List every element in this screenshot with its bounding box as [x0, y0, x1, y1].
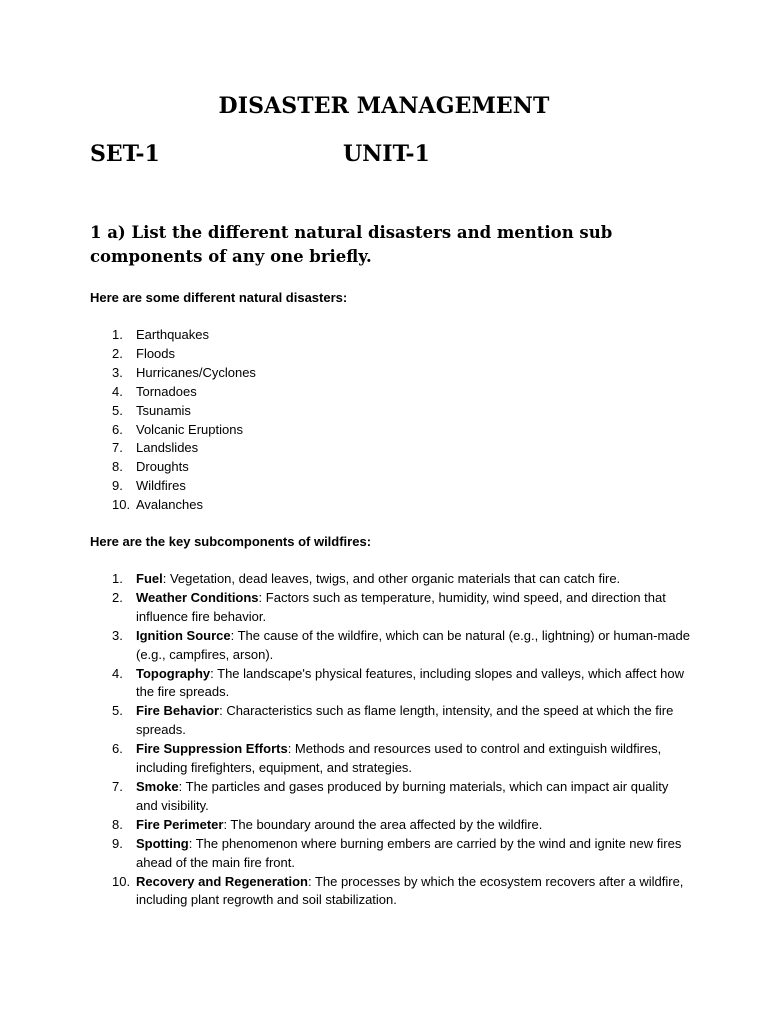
item-text: : The particles and gases produced by burning materials, which can impact air quality and visibility.: [136, 778, 669, 813]
item-number: 9.: [112, 478, 123, 494]
item-number: 3.: [112, 364, 123, 380]
list-item: [90, 873, 690, 911]
list-item: [90, 458, 390, 477]
item-text: Avalanches: [136, 497, 203, 513]
item-number: 7.: [112, 778, 123, 794]
disasters-heading: Here are some different natural disasters:: [90, 290, 348, 305]
item-number: 8.: [112, 816, 123, 832]
item-number: 9.: [112, 835, 123, 851]
list-item: [90, 778, 690, 816]
document-title: DISASTER MANAGEMENT: [218, 93, 550, 119]
item-term: Spotting: [136, 835, 189, 851]
list-item: [90, 383, 390, 402]
item-term: Recovery and Regeneration: [136, 873, 308, 889]
item-text: : The cause of the wildfire, which can be natural (e.g., lightning) or human-made (e.g., campfires, arson).: [136, 627, 690, 662]
item-number: 1.: [112, 571, 123, 586]
list-item: [90, 402, 390, 421]
list-item: [90, 589, 690, 627]
item-text: Landslides: [136, 440, 199, 456]
item-text: Floods: [136, 345, 176, 361]
list-item: [90, 835, 690, 873]
item-text: : Methods and resources used to control and extinguish wildfires, including firefighters, equipment, and strategies.: [136, 741, 662, 776]
item-text: Tornadoes: [136, 383, 197, 399]
item-text: : Characteristics such as flame length, intensity, and the speed at which the fire spreads.: [136, 703, 674, 738]
list-item: [90, 421, 390, 440]
item-text: : The phenomenon where burning embers are carried by the wind and ignite new fires ahead of the main fire front.: [136, 835, 682, 870]
item-number: 4.: [112, 383, 123, 399]
item-number: 8.: [112, 459, 123, 475]
list-item: [90, 439, 390, 458]
item-term: Topography: [136, 665, 211, 681]
list-item: [90, 345, 390, 364]
list-item: [90, 627, 690, 665]
item-number: 2.: [112, 345, 123, 361]
item-text: Volcanic Eruptions: [136, 421, 243, 437]
list-item: [90, 816, 690, 835]
item-number: 1.: [112, 327, 123, 342]
item-text: Droughts: [136, 459, 189, 475]
item-term: Fire Perimeter: [136, 816, 224, 832]
item-text: Hurricanes/Cyclones: [136, 364, 256, 380]
disaster-list: [90, 326, 390, 515]
list-item: [90, 570, 690, 589]
wildfires-heading: Here are the key subcomponents of wildfires:: [90, 534, 372, 549]
subcomponent-list: [90, 570, 690, 910]
list-item: [90, 665, 690, 703]
item-text: : Vegetation, dead leaves, twigs, and other organic materials that can catch fire.: [162, 571, 621, 586]
item-text: Earthquakes: [136, 327, 209, 342]
item-number: 10.: [112, 497, 131, 513]
list-item: [90, 326, 390, 345]
item-number: 7.: [112, 440, 123, 456]
list-item: [90, 477, 390, 496]
set-label: SET-1: [90, 141, 160, 167]
item-number: 2.: [112, 589, 123, 605]
item-term: Weather Conditions: [136, 589, 259, 605]
item-number: 6.: [112, 741, 123, 757]
item-term: Fire Behavior: [136, 703, 220, 719]
item-text: : The processes by which the ecosystem recovers after a wildfire, including plant regrowth and soil stabilization.: [136, 873, 684, 908]
item-number: 4.: [112, 665, 123, 681]
question-text: 1 a) List the different natural disasters and mention sub components of any one briefly.: [90, 223, 613, 266]
list-item: [90, 740, 690, 778]
item-number: 5.: [112, 402, 123, 418]
item-number: 6.: [112, 421, 123, 437]
item-number: 5.: [112, 703, 123, 719]
list-item: [90, 702, 690, 740]
item-text: : The boundary around the area affected by the wildfire.: [223, 816, 543, 832]
item-text: Wildfires: [136, 478, 186, 494]
item-term: Smoke: [136, 778, 179, 794]
item-text: Tsunamis: [136, 402, 191, 418]
item-term: Fuel: [136, 571, 163, 586]
item-number: 3.: [112, 627, 123, 643]
item-term: Fire Suppression Efforts: [136, 741, 288, 757]
unit-label: UNIT-1: [343, 141, 430, 167]
item-term: Ignition Source: [136, 627, 231, 643]
item-number: 10.: [112, 873, 131, 889]
list-item: [90, 496, 390, 515]
item-text: : The landscape's physical features, including slopes and valleys, which affect how the fire spreads.: [136, 665, 685, 700]
list-item: [90, 364, 390, 383]
item-text: : Factors such as temperature, humidity, wind speed, and direction that influence fire behavior.: [136, 589, 666, 624]
